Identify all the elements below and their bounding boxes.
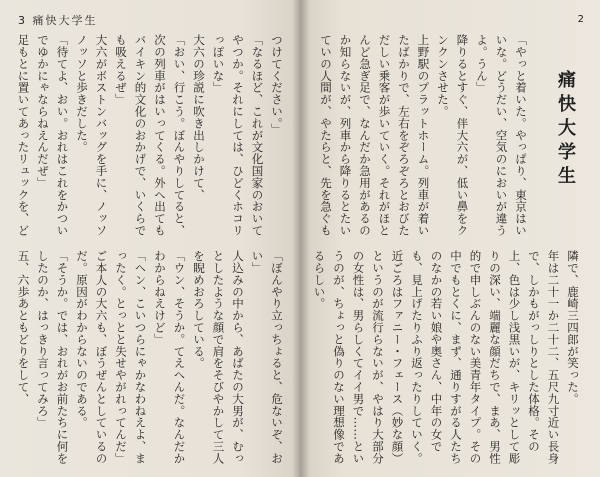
left-page — [0, 0, 298, 477]
paragraph: 大六の珍説に吹き出しかけて、 — [192, 34, 206, 201]
paragraph: 「おい、行こう。ぼんやりしてると、次の列車がはいってくる。外へ出てもバイキン的文化のおかげで、いくらでも吸えるぜ」 — [114, 34, 187, 237]
paragraph: 「ヘン、こいつらにゃかなわねえよ、まったく。とっとと失せやがれってんだ」 — [114, 250, 148, 465]
right-page — [298, 0, 600, 477]
paragraph: つけてください。」 — [270, 34, 284, 136]
paragraph: 隣で、鹿崎三四郎が笑った。 — [566, 250, 580, 405]
right-upper-text-block — [312, 34, 530, 239]
paragraph: 降りるとすぐ、伴大六が、低い鼻をクンクンさせた。 — [436, 34, 470, 237]
paragraph: ご本人の大六も、ぼうぜんとしているのだ。原因がわからないのである。 — [75, 250, 109, 465]
paragraph: 足もとに置いてあったリュックを、ど — [16, 34, 31, 237]
paragraph: 上野駅のプラットホーム。列車が着いたばかりで、左右をぞろぞろとおびただしい乗客が歩いていく。それがほとんど急ぎ足で、なんだか急用があるのか知らないが、列車から降りるとたいていの人間が、やたらと、先を急ぐも — [319, 34, 431, 237]
paragraph: 年は二十一か二十二、五尺九寸近い長身で、しかもがっしりとした体格。その上、色は少し浅黒いが、キリッとして彫りの深い、端麗な顔だちで、まあ、男性的で申しぶんのない美青年タイプ。その中でもとくに、まず、通りすがる人たちのなかの若い娘や奥さん、中年の女でも、見上げたりふり返ったりしていく。近ごろはファニー・フェース（妙な顔）というのが流行らないが、やはり大部分の女性は、男らしくてイイ男で……というのが、ちょっと偽りのない理想像であるらしい。 — [312, 250, 561, 465]
paragraph: 「そうか。では、おれがお前たちに何をしたのか、はっきり言ってみろ」 — [36, 250, 70, 465]
paragraph: 五、六歩あともどりをして、 — [16, 250, 31, 405]
paragraph: 「やっと着いた。やっぱり、東京はいいな。どうだい、空気のにおいが違うよ。うん」 — [475, 34, 528, 237]
paragraph: 大六がボストンバッグを手に、ノッソノッソと歩きだした。 — [75, 34, 109, 237]
running-head: 3 痛快大学生 — [18, 14, 98, 27]
page-number: 2 — [577, 14, 584, 25]
paragraph: 「待てよ、おい。おれはこれをかついでゆかにゃならねえんだぜ」 — [36, 34, 70, 237]
paragraph: 「ウン、そうか。てえへんだ。なんだかわからねえけど」 — [153, 250, 187, 465]
left-lower-text-block — [14, 250, 286, 465]
paragraph: 「ぼんやり立っちょると、危ないぞ、おい」 — [250, 250, 284, 465]
right-lower-text-block — [312, 250, 582, 465]
paragraph: 「なるほど、これが文化国家のおいてやつか。それにしては、ひどくホコリっぽいな」 — [211, 34, 265, 237]
chapter-title: 痛快大学生 — [555, 70, 576, 190]
book-gutter — [292, 0, 310, 477]
paragraph: 人込みの中から、あばたの大男が、むっとしたような顔で肩をそびやかして三人を睨めおろしている。 — [192, 250, 245, 465]
left-upper-text-block — [14, 34, 286, 239]
